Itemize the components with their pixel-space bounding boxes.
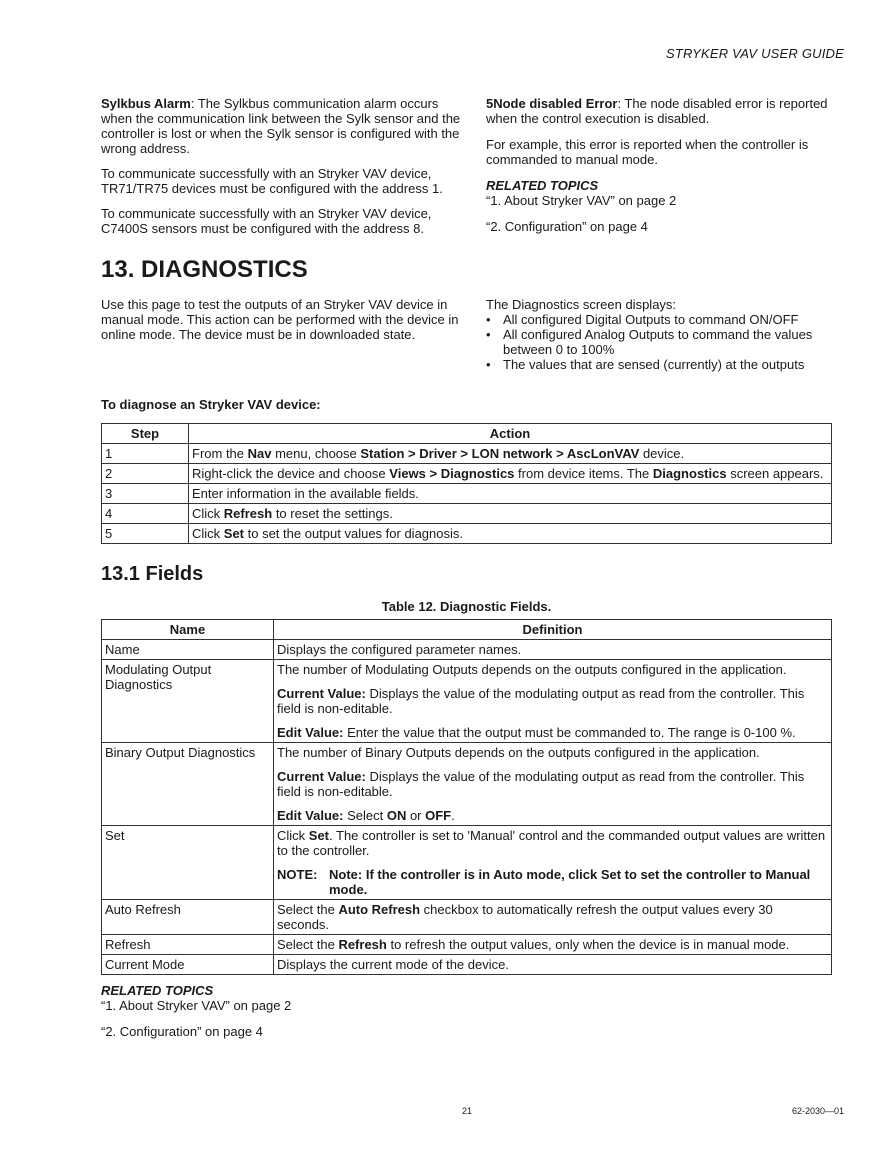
- field-row: [102, 660, 832, 743]
- text-run: Select: [343, 808, 387, 823]
- sylkbus-alarm-paragraph: [101, 96, 461, 156]
- step-number: 2: [102, 464, 189, 484]
- bold-text: Views > Diagnostics: [389, 466, 515, 481]
- running-header: STRYKER VAV USER GUIDE: [665, 46, 844, 61]
- field-definition: [274, 743, 832, 826]
- action-column-header: Action: [189, 424, 832, 444]
- field-name: Set: [102, 826, 274, 900]
- text-run: Click: [277, 828, 309, 843]
- bold-text: Current Value:: [277, 686, 366, 701]
- definition-paragraph: [277, 745, 828, 760]
- procedure-rows: [102, 444, 832, 544]
- bold-text: 5Node disabled Error: [486, 96, 618, 111]
- field-definition: [274, 935, 832, 955]
- bold-text: Diagnostics: [652, 466, 727, 481]
- text-run: Click: [192, 526, 224, 541]
- bold-text: Station > Driver > LON network > AscLonVAV: [360, 446, 640, 461]
- bold-text: ON: [386, 808, 407, 823]
- example-paragraph: For example, this error is reported when the controller is commanded to manual mode.: [486, 137, 809, 167]
- bold-text: Set: [223, 526, 245, 541]
- related-link-configuration[interactable]: “2. Configuration” on page 4: [101, 1024, 263, 1039]
- section-heading-fields: 13.1 Fields: [101, 563, 204, 585]
- field-definition: [274, 955, 832, 975]
- field-name: Auto Refresh: [102, 900, 274, 935]
- bold-text: Set: [308, 828, 330, 843]
- definition-paragraph: [277, 902, 828, 932]
- definition-paragraph: [277, 686, 828, 716]
- step-action: [189, 504, 832, 524]
- bold-text: Refresh: [223, 506, 273, 521]
- bottom-related-topics: [101, 983, 461, 1050]
- text-run: Displays the value of the modulating output as read from the controller. This field is non-editable.: [277, 769, 805, 799]
- definition-paragraph: [277, 642, 828, 657]
- bold-text: Current Value:: [277, 769, 366, 784]
- text-run: to reset the settings.: [272, 506, 393, 521]
- field-row: [102, 955, 832, 975]
- note-label: NOTE:: [277, 867, 318, 882]
- definition-paragraph: [277, 662, 828, 677]
- step-action: [189, 524, 832, 544]
- bold-text: Edit Value:: [277, 725, 344, 740]
- tr71-address-paragraph: To communicate successfully with an Stryker VAV device, TR71/TR75 devices must be configured with the address 1.: [101, 166, 443, 196]
- related-link-about[interactable]: “1. About Stryker VAV” on page 2: [486, 193, 677, 208]
- step-number: 1: [102, 444, 189, 464]
- step-number: 3: [102, 484, 189, 504]
- step-number: 4: [102, 504, 189, 524]
- bullet-item: • The values that are sensed (currently) at the outputs: [486, 357, 842, 372]
- step-number: 5: [102, 524, 189, 544]
- related-topics-heading: RELATED TOPICS: [486, 178, 599, 193]
- text-run: Displays the current mode of the device.: [277, 957, 509, 972]
- bold-text: Edit Value:: [277, 808, 344, 823]
- field-name: Modulating Output Diagnostics: [102, 660, 274, 743]
- procedure-row: [102, 464, 832, 484]
- text-run: checkbox to automatically refresh the output values every 30 seconds.: [277, 902, 773, 932]
- bold-text: Refresh: [338, 937, 387, 952]
- fields-header-row: [102, 620, 832, 640]
- intro-right-column: [486, 96, 842, 245]
- fields-rows: [102, 640, 832, 975]
- bullet-item: • All configured Digital Outputs to command ON/OFF: [486, 312, 842, 327]
- screen-displays-intro: The Diagnostics screen displays:: [486, 297, 677, 312]
- text-run: The number of Modulating Outputs depends on the outputs configured in the application.: [277, 662, 787, 677]
- definition-column-header: Definition: [274, 620, 832, 640]
- definition-paragraph: [277, 808, 828, 823]
- c7400s-address-paragraph: To communicate successfully with an Stryker VAV device, C7400S sensors must be configured with the address 8.: [101, 206, 432, 236]
- text-run: menu, choose: [271, 446, 361, 461]
- related-link-about[interactable]: “1. About Stryker VAV” on page 2: [101, 998, 292, 1013]
- fields-table: [101, 619, 832, 975]
- definition-paragraph: [277, 828, 828, 858]
- bold-text: Sylkbus Alarm: [101, 96, 191, 111]
- text-run: Select the: [277, 937, 339, 952]
- note-text: Note: If the controller is in Auto mode, click Set to set the controller to Manual mode.: [329, 867, 811, 897]
- text-run: : The node disabled error is reported when the control execution is disabled.: [486, 96, 828, 126]
- field-name: Refresh: [102, 935, 274, 955]
- field-name: Current Mode: [102, 955, 274, 975]
- text-run: Displays the configured parameter names.: [277, 642, 522, 657]
- node-disabled-paragraph: [486, 96, 842, 126]
- text-run: Displays the value of the modulating output as read from the controller. This field is non-editable.: [277, 686, 805, 716]
- text-run: Select the: [277, 902, 339, 917]
- procedure-row: [102, 444, 832, 464]
- text-run: Enter the value that the output must be commanded to. The range is 0-100 %.: [343, 725, 796, 740]
- text-run: From the: [192, 446, 248, 461]
- bold-text: Auto Refresh: [338, 902, 421, 917]
- bold-text: OFF: [425, 808, 452, 823]
- field-row: [102, 826, 832, 900]
- text-run: Enter information in the available fields.: [192, 486, 419, 501]
- diagnostics-screen-summary: [486, 297, 842, 372]
- text-run: screen appears.: [726, 466, 824, 481]
- definition-paragraph: [277, 957, 828, 972]
- definition-paragraph: [277, 937, 828, 952]
- field-row: [102, 935, 832, 955]
- procedure-row: [102, 504, 832, 524]
- text-run: . The controller is set to 'Manual' control and the commanded output values are written to the controller.: [277, 828, 826, 858]
- intro-left-column: [101, 96, 461, 246]
- section-heading-diagnostics: 13. DIAGNOSTICS: [101, 256, 308, 283]
- step-column-header: Step: [102, 424, 189, 444]
- procedure-heading: To diagnose an Stryker VAV device:: [101, 397, 321, 412]
- table-caption: Table 12. Diagnostic Fields.: [381, 599, 552, 614]
- step-action: [189, 484, 832, 504]
- text-run: .: [451, 808, 455, 823]
- text-run: from device items. The: [514, 466, 653, 481]
- text-run: device.: [639, 446, 685, 461]
- text-run: to set the output values for diagnosis.: [244, 526, 463, 541]
- procedure-row: [102, 484, 832, 504]
- bold-text: Nav: [247, 446, 272, 461]
- document-number: 62-2030—01: [791, 1106, 844, 1116]
- field-name: Binary Output Diagnostics: [102, 743, 274, 826]
- name-column-header: Name: [102, 620, 274, 640]
- bullet-item: • All configured Analog Outputs to command the values between 0 to 100%: [486, 327, 842, 357]
- procedure-row: [102, 524, 832, 544]
- text-run: Right-click the device and choose: [192, 466, 390, 481]
- displays-bullet-list: [486, 312, 842, 372]
- field-name: Name: [102, 640, 274, 660]
- definition-paragraph: [277, 725, 828, 740]
- related-topics-heading: RELATED TOPICS: [101, 983, 214, 998]
- field-row: [102, 900, 832, 935]
- note-block: [277, 867, 828, 897]
- definition-paragraph: [277, 769, 828, 799]
- field-row: [102, 743, 832, 826]
- field-definition: [274, 660, 832, 743]
- diagnostics-description: Use this page to test the outputs of an Stryker VAV device in manual mode. This action can be performed with the device in online mode. The device must be in downloaded state.: [101, 297, 459, 342]
- text-run: : The Sylkbus communication alarm occurs when the communication link between the Sylk sensor and the controller is lost or when the Sylk sensor is configured with the wrong address.: [101, 96, 461, 156]
- text-run: Click: [192, 506, 224, 521]
- related-link-configuration[interactable]: “2. Configuration” on page 4: [486, 219, 648, 234]
- page-number: 21: [462, 1106, 473, 1116]
- step-action: [189, 444, 832, 464]
- field-definition: [274, 900, 832, 935]
- field-definition: [274, 826, 832, 900]
- text-run: The number of Binary Outputs depends on the outputs configured in the application.: [277, 745, 760, 760]
- text-run: or: [406, 808, 426, 823]
- field-definition: [274, 640, 832, 660]
- procedure-table: [101, 423, 832, 544]
- step-action: [189, 464, 832, 484]
- text-run: to refresh the output values, only when the device is in manual mode.: [386, 937, 790, 952]
- field-row: [102, 640, 832, 660]
- procedure-header-row: [102, 424, 832, 444]
